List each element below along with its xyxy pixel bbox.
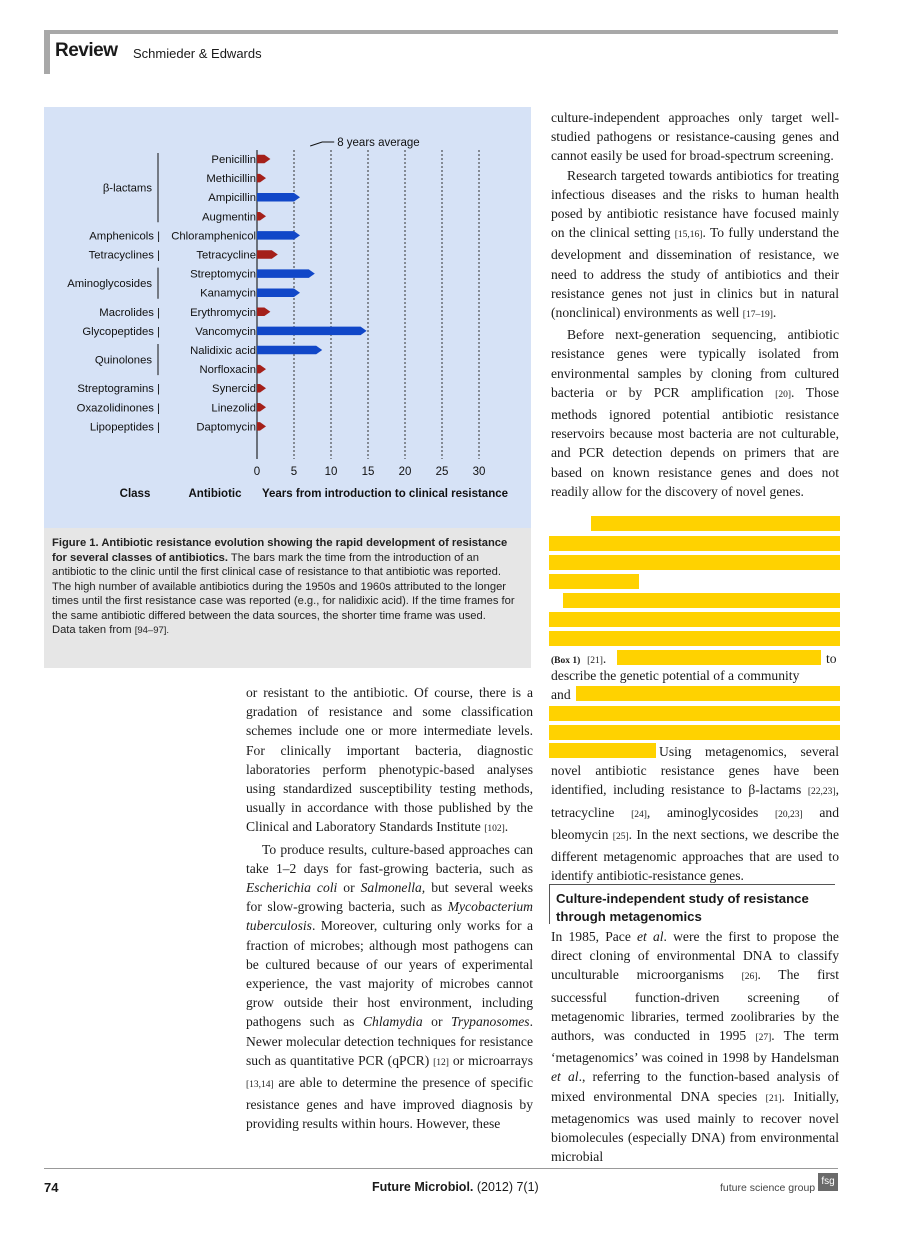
text: to: [826, 651, 837, 666]
citation: [27]: [755, 1033, 772, 1044]
text: and: [551, 687, 571, 702]
citation: [26]: [741, 972, 758, 983]
class-label: Tetracyclines |: [88, 249, 160, 262]
text: . Initially, metagenomics was used mainly to recover novel biomolecules (especially DNA) from environmental microbial: [551, 1088, 839, 1165]
text: . To fully understand the development and dissemination of resistance, we need to address the study of antibiotics and their resistance genes not just in clinics but in natural (nonclinical) environments as well: [551, 225, 839, 321]
bar: [257, 231, 300, 240]
species-name: Mycobacterium tuberculosis: [246, 899, 533, 934]
citation: [21]: [587, 656, 603, 666]
text: or: [337, 880, 361, 896]
citation: [20,23]: [775, 809, 803, 820]
class-label: Lipopeptides |: [89, 421, 160, 434]
x-axis-label: Years from introduction to clinical resistance: [261, 488, 509, 500]
right-text-continued: [551, 742, 839, 885]
text: or microarrays: [448, 1052, 533, 1068]
bar: [257, 346, 322, 355]
figure-caption: [44, 528, 531, 668]
figure-caption-title: Figure 1. Antibiotic resistance evolution showing the rapid development of resistance for several classes of antibiotics.: [52, 537, 508, 564]
box-reference: (Box 1): [551, 656, 581, 666]
antibiotic-label: Synercid: [212, 383, 256, 396]
text: To produce results, culture-based approaches can take 1–2 days for fast-growing bacteria, such as: [246, 841, 533, 876]
right-text-bottom: [551, 927, 839, 1166]
publisher-logo: fsg: [818, 1173, 838, 1191]
antibiotic-label: Penicillin: [211, 154, 256, 166]
antibiotic-label: Kanamycin: [200, 287, 256, 300]
text: . were the first to propose the direct cloning of environmental DNA to classify unculturable microorganisms: [551, 929, 839, 983]
average-annotation: 8 years average: [337, 137, 420, 149]
antibiotic-label: Norfloxacin: [199, 364, 256, 377]
publisher-name: future science group: [720, 1182, 816, 1194]
tick-label: 0: [253, 466, 261, 478]
bar: [257, 327, 367, 336]
text: and bleomycin: [551, 804, 840, 842]
redaction-bar: [549, 574, 639, 589]
bar: [257, 288, 300, 297]
class-label: Aminoglycosides: [67, 278, 152, 291]
class-label: Glycopeptides |: [82, 325, 160, 338]
antibiotic-label: Erythromycin: [190, 306, 256, 319]
antibiotic-label: Methicillin: [206, 173, 256, 186]
text: or resistant to the antibiotic. Of course, there is a gradation of resistance and some classification schemes include one or more intermediate levels. For clinically important bacteria, diagnostic laboratories perform phenotypic-based analyses using standardized susceptibility testing methods, usually in accordance with those published by the Clinical and Laboratory Standards Institute: [246, 685, 533, 835]
antibiotic-label: Augmentin: [201, 211, 256, 224]
running-authors: Schmieder & Edwards: [133, 46, 262, 61]
redaction-bar: [549, 706, 840, 721]
citation: [13,14]: [246, 1080, 274, 1091]
antibiotic-label: Chloramphenicol: [171, 230, 256, 243]
paragraph: [551, 742, 839, 885]
antibiotic-label: Ampicillin: [208, 192, 256, 205]
figure-caption-text: The bars mark the time from the introduction of an antibiotic to the clinic until the first clinical case of resistance to that antibiotic was reported. The high number of available antibiotics during the 1950s and 1960s attributed to the longer times until the first resistance case was reported (e.g., for nalidixic acid). If the time frames for the same antibiotic differed between the data sources, the shorter time frame was used.: [52, 551, 515, 622]
class-label: Streptogramins |: [77, 383, 160, 396]
redaction-bar: [617, 650, 821, 665]
paragraph: [551, 166, 839, 326]
text: ., referring to the function-based analysis of mixed environmental DNA species: [551, 1069, 839, 1104]
header-rule: [44, 30, 838, 34]
tick-label: 10: [324, 466, 338, 478]
redaction-bar: [549, 725, 840, 740]
bar: [257, 422, 266, 431]
bar: [257, 212, 266, 221]
bar: [257, 250, 278, 259]
header-side-block: [44, 34, 50, 74]
tick-label: 25: [435, 466, 449, 478]
class-label: Macrolides |: [99, 306, 160, 319]
text: Research targeted towards antibiotics for treating infectious diseases and the risks to human health posed by antibiotic resistance have focused mainly on the clinical setting: [551, 167, 839, 241]
paragraph: [551, 325, 839, 501]
text: , aminoglycosides: [646, 804, 776, 820]
bar: [257, 365, 266, 374]
average-marker: [310, 142, 334, 146]
citation: [102]: [484, 824, 505, 835]
page-number: 74: [44, 1180, 59, 1195]
antibiotic-label: Nalidixic acid: [190, 345, 256, 357]
redaction-bar: [549, 631, 840, 646]
citation: [25]: [612, 831, 629, 842]
text: . The first successful function-driven screening of metagenomic libraries, termed zoolibraries by the authors, was conducted in 1995: [551, 967, 839, 1044]
citation: [21]: [765, 1093, 782, 1104]
text: .: [504, 819, 509, 835]
text: Using metagenomics, several novel antibiotic resistance genes have been identified, including resistance to β-lactams: [551, 744, 839, 798]
antibiotic-label: Vancomycin: [195, 325, 256, 338]
right-text-column: [551, 108, 839, 501]
text: . The term ‘metagenomics’ was coined in 1998 by Handelsman: [551, 1028, 839, 1066]
tick-label: 20: [398, 466, 412, 478]
paragraph: [246, 840, 533, 1134]
redaction-bar: [591, 516, 840, 531]
text: . Moreover, culturing only works for a fraction of microbes; although most pathogens can be cultured because of our years of experimental experience, the vast majority of microbes cannot grow outside their host environment, including pathogens such as: [246, 918, 533, 1030]
tick-label: 30: [472, 466, 486, 478]
section-label: Review: [55, 40, 118, 61]
citation: [12]: [433, 1057, 449, 1068]
text: et al: [551, 1069, 579, 1085]
journal-reference: [372, 1180, 539, 1194]
section-heading: Culture-independent study of resistance through metagenomics: [549, 884, 835, 924]
tick-label: 5: [290, 466, 298, 478]
text: Before next-generation sequencing, antibiotic resistance genes were typically isolated from environmental samples by cloning from cultured bacteria or by PCR amplification: [551, 327, 839, 400]
paragraph: [246, 683, 533, 840]
class-label: Amphenicols |: [89, 230, 160, 243]
citation: [15,16]: [674, 230, 703, 241]
text: but several weeks for slow-growing bacteria, such as: [246, 880, 534, 915]
bar: [257, 174, 266, 183]
footer-rule: [44, 1168, 838, 1169]
paragraph: [551, 108, 839, 166]
redaction-bar: [549, 612, 840, 627]
journal-volume: (2012) 7(1): [473, 1180, 539, 1194]
redaction-bar: [563, 593, 840, 608]
resistance-bar-chart: [44, 107, 531, 528]
figure-caption-refs: [94–97].: [134, 625, 170, 636]
antibiotic-column-header: Antibiotic: [188, 488, 242, 500]
text: are able to determine the presence of specific resistance genes and have improved diagnosis by providing results within hours. However, these: [246, 1075, 533, 1132]
redaction-bar: [549, 536, 840, 551]
class-label: Quinolones: [94, 354, 152, 367]
text: . Those methods ignored potential antibiotic resistance reservoirs because most bacteria are not culturable, and PCR detection depends on primers that are based on known resistance genes and does not readily allow for the discovery of novel genes.: [551, 384, 839, 499]
citation: [24]: [631, 809, 647, 820]
species-name: Chlamydia: [362, 1014, 423, 1030]
text: In 1985, Pace: [551, 929, 638, 944]
bar: [257, 384, 266, 393]
text: .: [772, 305, 777, 321]
text: . In the next sections, we describe the different metagenomic approaches that are used to identify antibiotic-resistance genes.: [551, 826, 840, 884]
antibiotic-label: Daptomycin: [196, 421, 256, 434]
antibiotic-label: Tetracycline: [196, 249, 256, 262]
box-ref-line: (Box 1) [21].: [551, 651, 607, 666]
citation: [22,23]: [807, 787, 836, 798]
bar: [257, 403, 266, 412]
bar: [257, 308, 270, 317]
tick-label: 15: [361, 466, 375, 478]
left-text-column: [246, 683, 533, 1134]
citation: [17–19]: [742, 310, 773, 321]
species-name: Salmonella,: [360, 880, 426, 896]
redaction-bar: [549, 555, 840, 570]
species-name: Escherichia coli: [246, 880, 338, 896]
text: describe the genetic potential of a community: [551, 668, 800, 683]
antibiotic-label: Linezolid: [211, 402, 256, 415]
text: or: [422, 1014, 452, 1030]
paragraph: [551, 927, 839, 1166]
text: culture-independent approaches only target well-studied pathogens or resistance-causing genes and cannot easily be used for broad-spectrum screening.: [551, 110, 839, 164]
redaction-bar: [576, 686, 840, 701]
class-column-header: Class: [119, 488, 151, 500]
bar: [257, 155, 270, 164]
text: . Newer molecular detection techniques for resistance such as quantitative PCR (qPCR): [246, 1014, 533, 1068]
text: et al: [637, 929, 664, 944]
antibiotic-label: Streptomycin: [190, 268, 256, 281]
citation: [20]: [775, 389, 791, 400]
class-label: Oxazolidinones |: [76, 402, 160, 415]
bar: [257, 269, 315, 278]
text: , tetracycline: [551, 782, 839, 820]
class-label: β-lactams: [102, 182, 152, 195]
species-name: Trypanosomes: [451, 1014, 530, 1030]
journal-name: Future Microbiol.: [372, 1180, 474, 1194]
figure-caption-source: Data taken from: [52, 624, 135, 636]
bar: [257, 193, 300, 202]
